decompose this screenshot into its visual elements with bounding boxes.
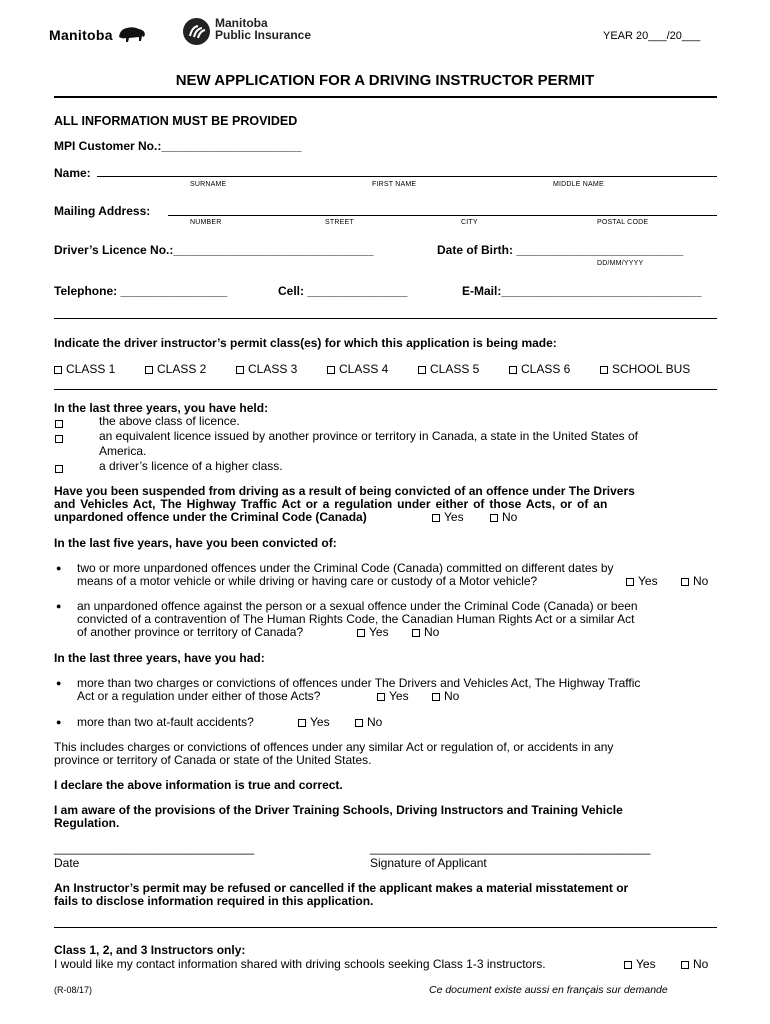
suspended-yes-checkbox[interactable]: Yes (432, 510, 464, 524)
suspended-question: Have you been suspended from driving as a result of being convicted of an offence under The Drivers (54, 484, 635, 498)
includes-note: This includes charges or convictions of offences under any similar Act or regulation of, or accidents in any (54, 740, 614, 754)
french-notice: Ce document existe aussi en français sur demande (429, 984, 668, 996)
had-1-yes-checkbox[interactable]: Yes (377, 689, 409, 703)
convicted-item-1-cont: means of a motor vehicle or while driving or having care or custody of a Motor vehicle? (77, 574, 538, 588)
had-heading: In the last three years, have you had: (54, 651, 265, 665)
middle-name-caption: MIDDLE NAME (553, 181, 604, 188)
held-checkbox-2[interactable] (55, 431, 67, 445)
refused-warning-cont: fails to disclose information required in this application. (54, 894, 374, 908)
mpi-logo-text: Manitoba Public Insurance (215, 16, 312, 42)
held-item-1: the above class of licence. (99, 414, 240, 428)
class-6-checkbox[interactable]: CLASS 6 (509, 362, 570, 376)
school-bus-checkbox[interactable]: SCHOOL BUS (600, 362, 690, 376)
convicted-item-2-end: of another province or territory of Canada? (77, 625, 304, 639)
number-caption: NUMBER (190, 219, 222, 226)
cell-field[interactable]: Cell: _______________ (278, 284, 408, 298)
date-label: Date (54, 856, 80, 870)
class-4-checkbox[interactable]: CLASS 4 (327, 362, 388, 376)
awareness-statement: I am aware of the provisions of the Driver Training Schools, Driving Instructors and Training Vehicle (54, 803, 623, 817)
convicted-1-no-checkbox[interactable]: No (681, 574, 708, 588)
class-3-checkbox[interactable]: CLASS 3 (236, 362, 297, 376)
had-1-no-checkbox[interactable]: No (432, 689, 459, 703)
held-item-2: an equivalent licence issued by another province or territory in Canada, a state in the United States of (99, 429, 638, 443)
class-prompt: Indicate the driver instructor’s permit class(es) for which this application is being made: (54, 336, 557, 350)
bullet: ● (56, 601, 62, 611)
convicted-heading: In the last five years, have you been convicted of: (54, 536, 337, 550)
class123-yes-checkbox[interactable]: Yes (624, 957, 656, 971)
year-field[interactable]: YEAR 20___/20___ (603, 30, 701, 42)
had-2-no-checkbox[interactable]: No (355, 715, 382, 729)
mailing-input-line[interactable] (168, 215, 717, 216)
convicted-item-2-cont: convicted of a contravention of The Human Rights Code, the Canadian Human Rights Act or a similar Act (77, 612, 635, 626)
bison-icon (117, 25, 147, 43)
class123-consent: I would like my contact information shared with driving schools seeking Class 1-3 instructors. (54, 957, 546, 971)
had-2-yes-checkbox[interactable]: Yes (298, 715, 330, 729)
awareness-statement-cont: Regulation. (54, 816, 120, 830)
bullet: ● (56, 563, 62, 573)
street-caption: STREET (325, 219, 354, 226)
held-item-2-cont: America. (99, 444, 147, 458)
divider (54, 389, 717, 390)
all-info-notice: ALL INFORMATION MUST BE PROVIDED (54, 114, 298, 128)
held-checkbox-1[interactable] (55, 416, 67, 430)
held-item-3: a driver’s licence of a higher class. (99, 459, 283, 473)
had-item-1-cont: Act or a regulation under either of those Acts? (77, 689, 321, 703)
mpi-customer-field[interactable]: MPI Customer No.:_____________________ (54, 139, 302, 153)
dob-format: DD/MM/YYYY (597, 260, 644, 267)
had-item-1: more than two charges or convictions of offences under The Drivers and Vehicles Act, The Highway Traffic (77, 676, 641, 690)
title-divider (54, 96, 717, 98)
mpi-logo-icon (183, 18, 210, 45)
class-1-checkbox[interactable]: CLASS 1 (54, 362, 115, 376)
convicted-2-no-checkbox[interactable]: No (412, 625, 439, 639)
dob-field[interactable]: Date of Birth: _________________________ (437, 243, 684, 257)
bullet: ● (56, 717, 62, 727)
class123-heading: Class 1, 2, and 3 Instructors only: (54, 943, 246, 957)
name-label: Name: (54, 166, 91, 180)
postal-code-caption: POSTAL CODE (597, 219, 649, 226)
bullet: ● (56, 678, 62, 688)
surname-caption: SURNAME (190, 181, 227, 188)
date-line[interactable]: ______________________________ (54, 841, 255, 855)
includes-note-cont: province or territory of Canada or state of the United States. (54, 753, 372, 767)
suspended-question-cont: and Vehicles Act, The Highway Traffic Act or a regulation under either of those Acts, or of an (54, 497, 608, 511)
class123-no-checkbox[interactable]: No (681, 957, 708, 971)
email-field[interactable]: E-Mail:______________________________ (462, 284, 702, 298)
page-title: NEW APPLICATION FOR A DRIVING INSTRUCTOR PERMIT (175, 72, 595, 89)
suspended-question-end: unpardoned offence under the Criminal Code (Canada) (54, 510, 367, 524)
refused-warning: An Instructor’s permit may be refused or cancelled if the applicant makes a material misstatement or (54, 881, 629, 895)
city-caption: CITY (461, 219, 478, 226)
signature-line[interactable]: __________________________________________ (370, 841, 651, 855)
convicted-2-yes-checkbox[interactable]: Yes (357, 625, 389, 639)
manitoba-logo: Manitoba (49, 25, 147, 43)
divider (54, 927, 717, 928)
held-heading: In the last three years, you have held: (54, 401, 269, 415)
first-name-caption: FIRST NAME (372, 181, 417, 188)
name-input-line[interactable] (97, 176, 717, 177)
licence-field[interactable]: Driver’s Licence No.:______________________________ (54, 243, 374, 257)
class-5-checkbox[interactable]: CLASS 5 (418, 362, 479, 376)
declaration: I declare the above information is true and correct. (54, 778, 343, 792)
convicted-item-2: an unpardoned offence against the person or a sexual offence under the Criminal Code (Canada) or been (77, 599, 638, 613)
convicted-item-1: two or more unpardoned offences under the Criminal Code (Canada) committed on different dates by (77, 561, 614, 575)
form-code: (R-08/17) (54, 985, 93, 995)
mailing-label: Mailing Address: (54, 204, 151, 218)
class-2-checkbox[interactable]: CLASS 2 (145, 362, 206, 376)
convicted-1-yes-checkbox[interactable]: Yes (626, 574, 658, 588)
suspended-no-checkbox[interactable]: No (490, 510, 517, 524)
telephone-field[interactable]: Telephone: ________________ (54, 284, 228, 298)
held-checkbox-3[interactable] (55, 461, 67, 475)
divider (54, 318, 717, 319)
had-item-2: more than two at-fault accidents? (77, 715, 254, 729)
signature-label: Signature of Applicant (370, 856, 487, 870)
